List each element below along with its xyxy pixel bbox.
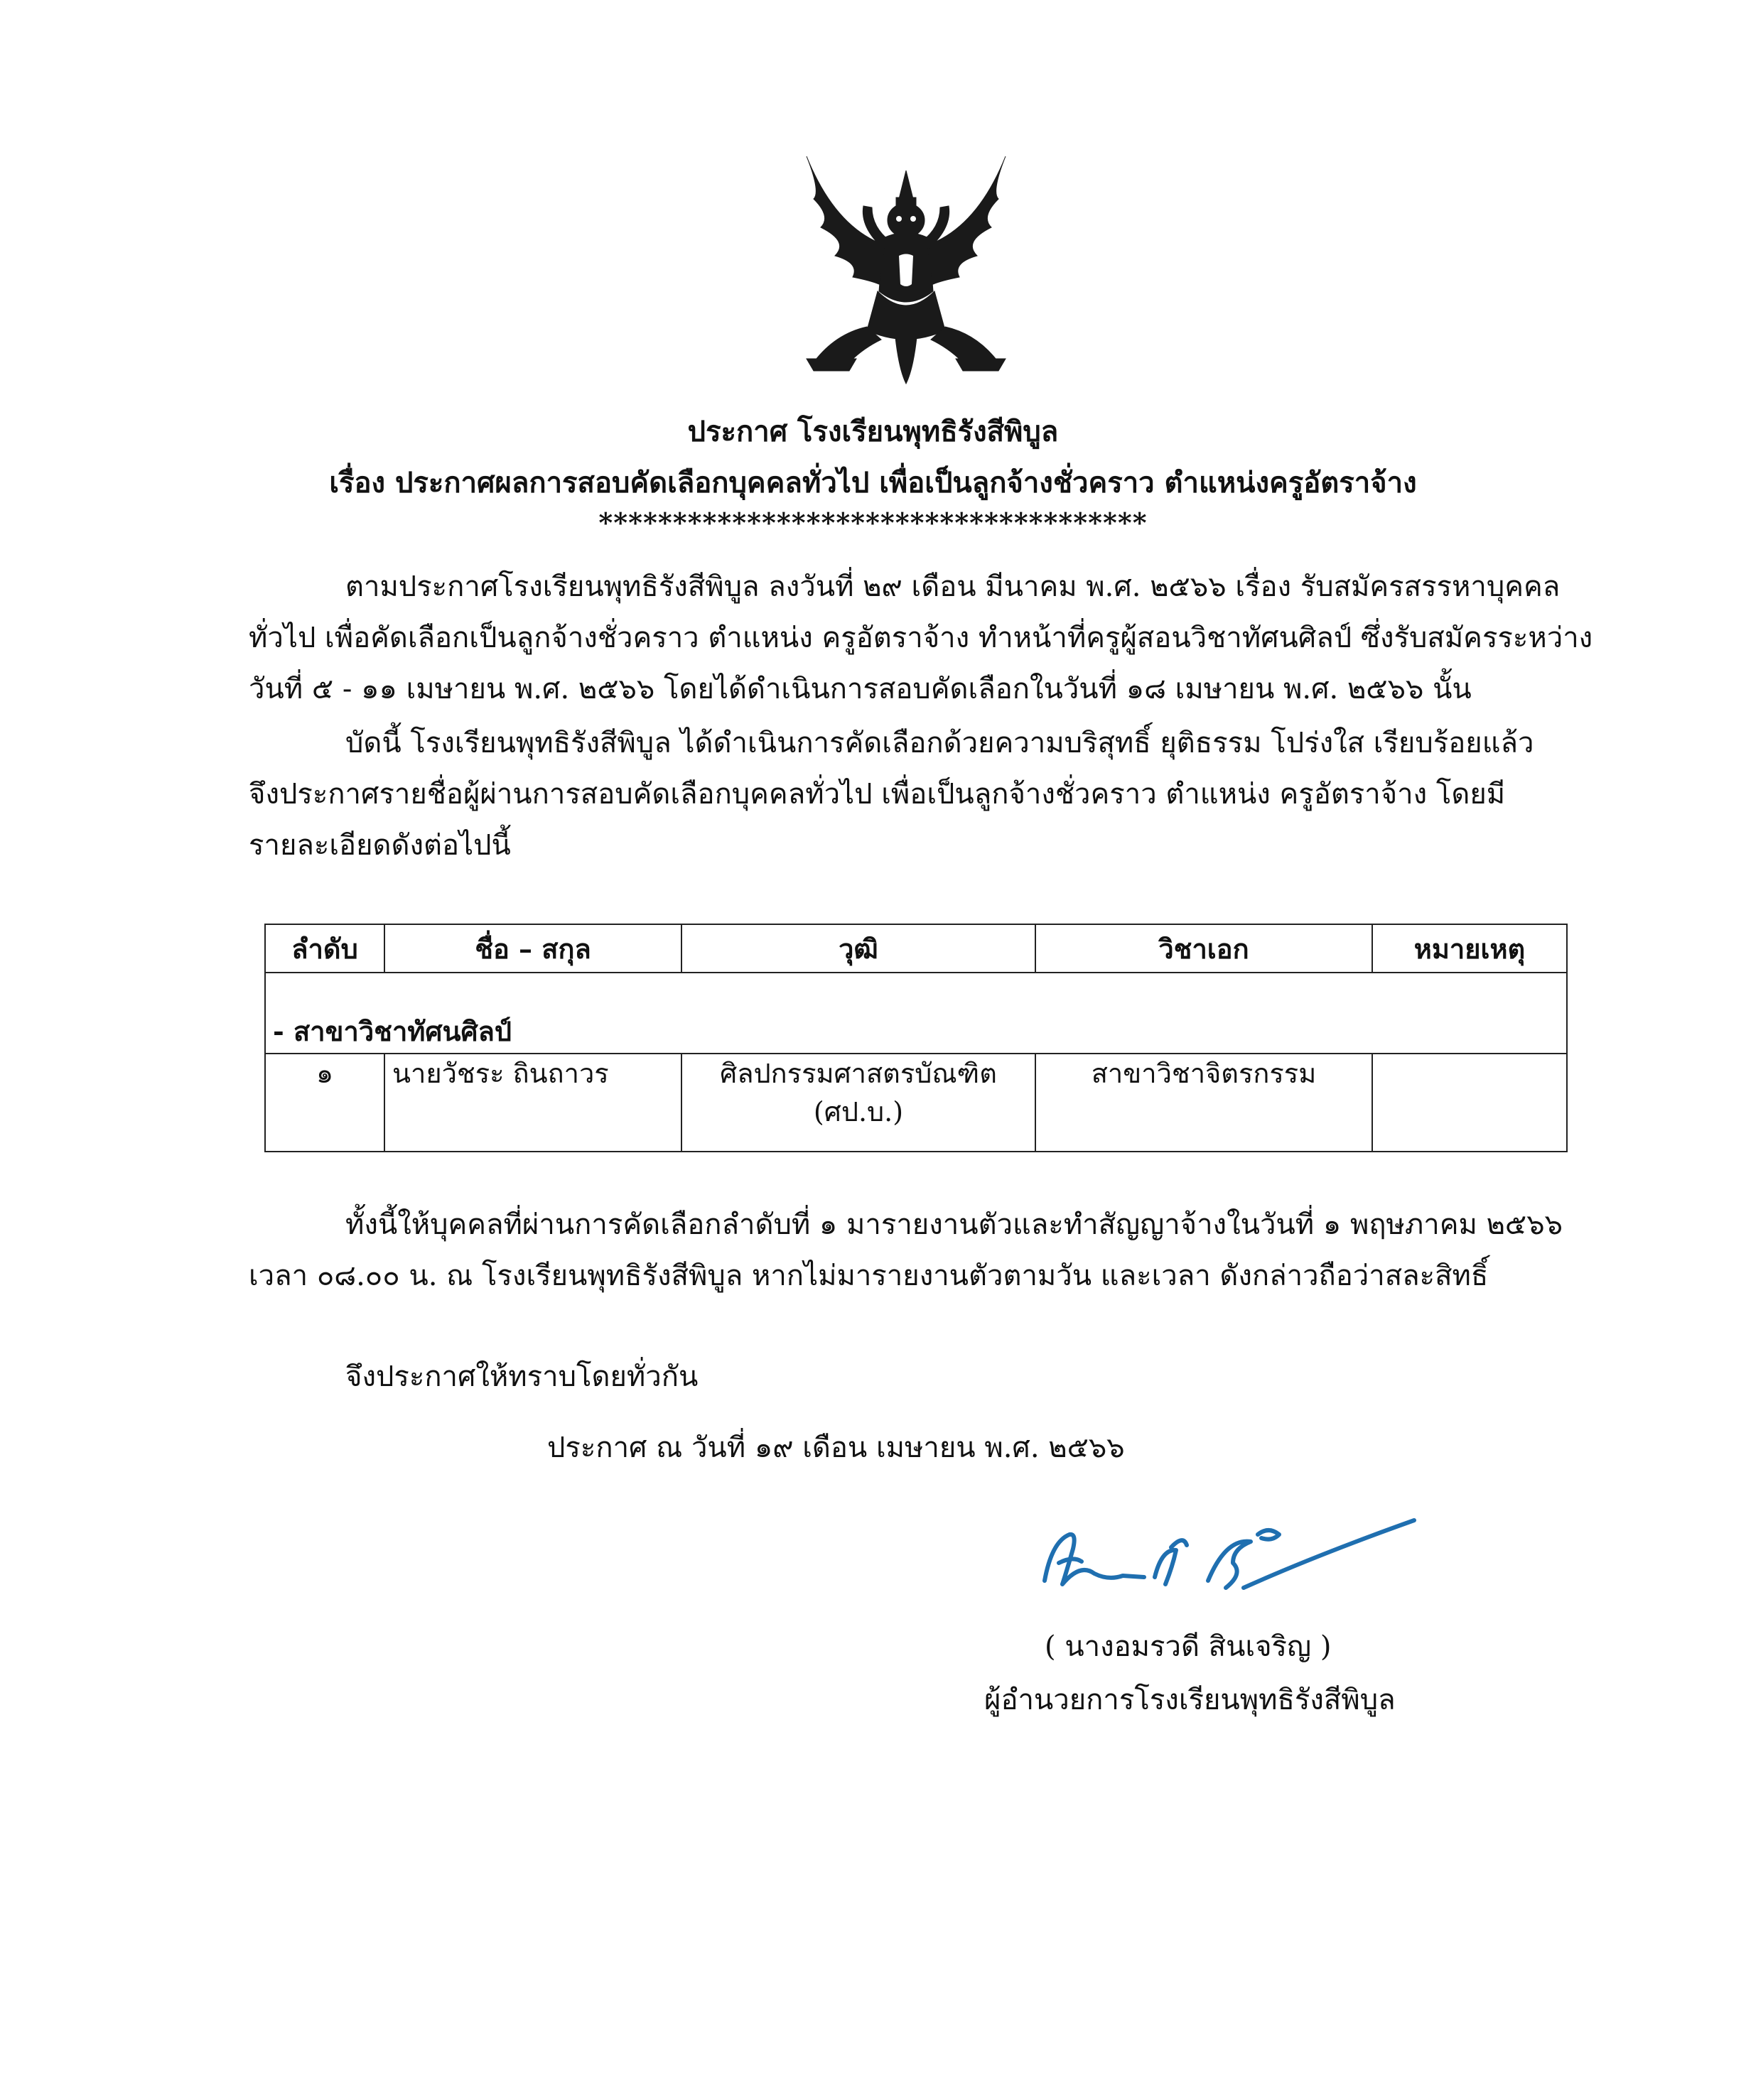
cell-order: ๑ — [265, 1054, 384, 1152]
announcement-date: ประกาศ ณ วันที่ ๑๙ เดือน เมษายน พ.ศ. ๒๕๖๖ — [547, 1431, 1125, 1464]
paragraph-line: ทั่วไป เพื่อคัดเลือกเป็นลูกจ้างชั่วคราว ตำแหน่ง ครูอัตราจ้าง ทำหน้าที่ครูผู้สอนวิชาทัศนศิลป์ ซึ่งรับสมัครระหว่าง — [249, 622, 1593, 654]
result-table — [264, 924, 1568, 1152]
announcement-title: ประกาศ โรงเรียนพุทธิรังสีพิบูล — [687, 415, 1059, 448]
cell-degree — [681, 1054, 1035, 1152]
garuda-emblem-icon — [792, 149, 1020, 387]
cell-name: นายวัชระ ถินถาวร — [384, 1054, 681, 1152]
degree-abbrev: (ศป.บ.) — [813, 1096, 904, 1127]
header-major: วิชาเอก — [1035, 924, 1372, 973]
paragraph-line: บัดนี้ โรงเรียนพุทธิรังสีพิบูล ได้ดำเนินการคัดเลือกด้วยความบริสุทธิ์ ยุติธรรม โปร่งใส เรียบร้อยแล้ว — [345, 727, 1534, 759]
closing-statement: จึงประกาศให้ทราบโดยทั่วกัน — [345, 1360, 699, 1393]
paragraph-result — [249, 718, 1534, 871]
paragraph-line: รายละเอียดดังต่อไปนี้ — [249, 829, 511, 862]
header-order: ลำดับ — [265, 924, 384, 973]
signer-name: ( นางอมรวดี สินเจริญ ) — [1045, 1630, 1332, 1663]
cell-major: สาขาวิชาจิตรกรรม — [1035, 1054, 1372, 1152]
separator-line: ************************************* — [598, 507, 1148, 538]
cell-remark — [1372, 1054, 1567, 1152]
table-group-row — [265, 973, 1567, 1054]
header-remark: หมายเหตุ — [1372, 924, 1567, 973]
paragraph-reference — [249, 561, 1593, 715]
paragraph-line: จึงประกาศรายชื่อผู้ผ่านการสอบคัดเลือกบุคคลทั่วไป เพื่อเป็นลูกจ้างชั่วคราว ตำแหน่ง ครูอัตราจ้าง โดยมี — [249, 778, 1506, 811]
header-degree: วุฒิ — [681, 924, 1035, 973]
paragraph-line: ตามประกาศโรงเรียนพุทธิรังสีพิบูล ลงวันที่ ๒๙ เดือน มีนาคม พ.ศ. ๒๕๖๖ เรื่อง รับสมัครสรรหาบุคคล — [345, 570, 1561, 603]
signer-title: ผู้อำนวยการโรงเรียนพุทธิรังสีพิบูล — [984, 1684, 1396, 1716]
degree-line: ศิลปกรรมศาสตรบัณฑิต — [720, 1058, 997, 1089]
handwritten-signature-icon — [1030, 1506, 1428, 1613]
paragraph-line: วันที่ ๕ - ๑๑ เมษายน พ.ศ. ๒๕๖๖ โดยได้ดำเนินการสอบคัดเลือกในวันที่ ๑๘ เมษายน พ.ศ. ๒๕๖๖ นั้น — [249, 673, 1472, 705]
group-label: - สาขาวิชาทัศนศิลป์ — [265, 973, 1567, 1054]
table-header-row — [265, 924, 1567, 973]
header-name: ชื่อ – สกุล — [384, 924, 681, 973]
announcement-subject: เรื่อง ประกาศผลการสอบคัดเลือกบุคคลทั่วไป เพื่อเป็นลูกจ้างชั่วคราว ตำแหน่งครูอัตราจ้าง — [329, 466, 1417, 499]
paragraph-report — [249, 1199, 1563, 1301]
paragraph-line: เวลา ๐๘.๐๐ น. ณ โรงเรียนพุทธิรังสีพิบูล หากไม่มารายงานตัวตามวัน และเวลา ดังกล่าวถือว่าสละสิทธิ์ — [249, 1260, 1489, 1292]
paragraph-line: ทั้งนี้ให้บุคคลที่ผ่านการคัดเลือกลำดับที่ ๑ มารายงานตัวและทำสัญญาจ้างในวันที่ ๑ พฤษภาคม ๒๕๖๖ — [345, 1208, 1563, 1241]
table-row — [265, 1054, 1567, 1152]
